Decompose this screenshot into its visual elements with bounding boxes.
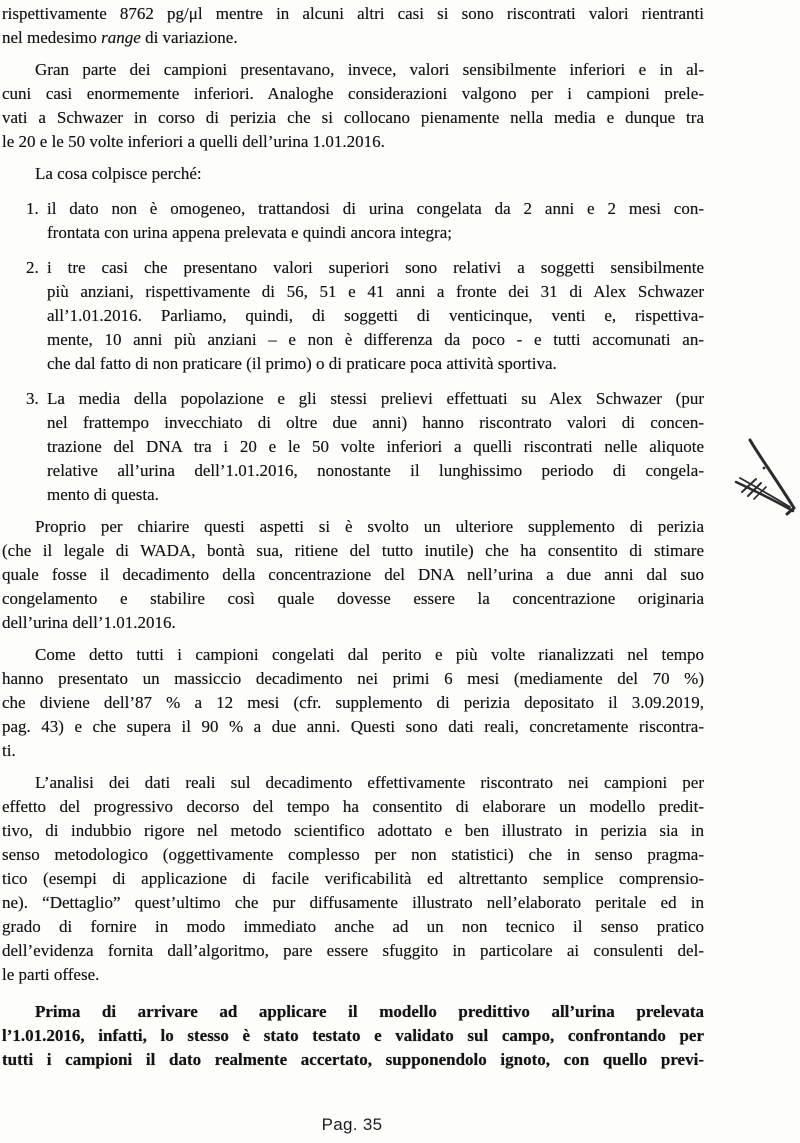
paragraph bbox=[2, 771, 704, 987]
list-item-number: 1. bbox=[26, 199, 39, 218]
text-line: le 20 e le 50 volte inferiori a quelli dell’urina 1.01.2016. bbox=[2, 132, 385, 151]
text-line: Gran parte dei campioni presentavano, invece, valori sensibilmente inferiori e in al- bbox=[35, 60, 704, 79]
text-line: le parti offese. bbox=[2, 965, 100, 984]
text-line: mente, 10 anni più anziani – e non è differenza da poco - e tutti accomunati an- bbox=[47, 330, 704, 349]
text-line: che diviene dell’87 % a 12 mesi (cfr. supplemento di perizia depositato il 3.09.2019, bbox=[2, 693, 704, 712]
text-segment: di variazione. bbox=[140, 28, 238, 47]
text-line: all’1.01.2016. Parliamo, quindi, di soggetti di venticinque, venti e, rispettiva- bbox=[47, 306, 704, 325]
italic-text: range bbox=[101, 28, 141, 47]
paragraph bbox=[2, 58, 704, 154]
text-line: nel frattempo invecchiato di oltre due anni) hanno riscontrato valori di concen- bbox=[47, 413, 704, 432]
text-line: tivo, di indubbio rigore nel metodo scientifico adottato e ben illustrato in perizia sia in bbox=[2, 821, 704, 840]
text-line: vati a Schwazer in corso di perizia che si collocano pienamente nella media e dunque tra bbox=[2, 108, 704, 127]
text-line: Prima di arrivare ad applicare il modello predittivo all’urina prelevata bbox=[35, 1002, 704, 1021]
text-line: frontata con urina appena prelevata e quindi ancora integra; bbox=[47, 223, 452, 242]
text-line: hanno presentato un massiccio decadimento nei primi 6 mesi (mediamente del 70 %) bbox=[2, 669, 704, 688]
list-item-number: 2. bbox=[26, 258, 39, 277]
text-line: dell’urina dell’1.01.2016. bbox=[2, 613, 176, 632]
text-line: il dato non è omogeneo, trattandosi di urina congelata da 2 anni e 2 mesi con- bbox=[47, 199, 704, 218]
paragraph bbox=[2, 643, 704, 763]
text-line: ti. bbox=[2, 741, 16, 760]
text-line: tico (esempi di applicazione di facile verificabilità ed altrettanto semplice comprensio- bbox=[2, 869, 704, 888]
text-line: congelamento e stabilire così quale dovesse essere la concentrazione originaria bbox=[2, 589, 704, 608]
paragraph bbox=[2, 162, 704, 186]
text-line: quale fosse il decadimento della concentrazione del DNA nell’urina a due anni dal suo bbox=[2, 565, 704, 584]
page-number: Pag. 35 bbox=[321, 1115, 383, 1134]
text-line: senso metodologico (oggettivamente complesso per non statistici) che in senso pragma- bbox=[2, 845, 704, 864]
text-line: i tre casi che presentano valori superiori sono relativi a soggetti sensibilmente bbox=[47, 258, 704, 277]
text-line: grado di fornire in modo immediato anche ad un non tecnico il senso pratico bbox=[2, 917, 704, 936]
text-line: Come detto tutti i campioni congelati dal perito e più volte rianalizzati nel tempo bbox=[35, 645, 704, 664]
text-line: (che il legale di WADA, bontà sua, ritiene del tutto inutile) che ha consentito di stimare bbox=[2, 541, 704, 560]
text-line: tutti i campioni il dato realmente accertato, supponendolo ignoto, con quello previ- bbox=[2, 1050, 704, 1069]
text-line: ne). “Dettaglio” quest’ultimo che pur diffusamente illustrato nell’elaborato peritale ed in bbox=[2, 893, 704, 912]
text-line: rispettivamente 8762 pg/μl mentre in alcuni altri casi si sono riscontrati valori rientranti bbox=[2, 4, 704, 23]
paragraph bbox=[2, 515, 704, 635]
text-line: che dal fatto di non praticare (il primo) o di praticare poca attività sportiva. bbox=[47, 354, 557, 373]
list-item bbox=[2, 197, 704, 245]
document-page-body bbox=[2, 2, 704, 1072]
list-item bbox=[2, 256, 704, 376]
list-item bbox=[2, 387, 704, 507]
text-segment: nel medesimo bbox=[2, 28, 102, 47]
list-item-number: 3. bbox=[26, 389, 39, 408]
text-line: relative all’urina dell’1.01.2016, nonostante il lunghissimo periodo di congela- bbox=[47, 461, 704, 480]
paragraph bbox=[2, 2, 704, 50]
text-line: più anziani, rispettivamente di 56, 51 e 41 anni a fronte dei 31 di Alex Schwazer bbox=[47, 282, 704, 301]
pen-scribble-annotation bbox=[698, 432, 798, 527]
text-line: mento di questa. bbox=[47, 485, 159, 504]
text-line: effetto del progressivo decorso del tempo ha consentito di elaborare un modello predit- bbox=[2, 797, 704, 816]
text-line: dell’evidenza fornita dall’algoritmo, pare essere sfuggito in particolare ai consulenti del- bbox=[2, 941, 704, 960]
text-line: Proprio per chiarire questi aspetti si è svolto un ulteriore supplemento di perizia bbox=[35, 517, 704, 536]
text-line: La cosa colpisce perché: bbox=[35, 164, 202, 183]
text-line: trazione del DNA tra i 20 e le 50 volte inferiori a quelli riscontrati nelle aliquote bbox=[47, 437, 704, 456]
paragraph bbox=[2, 1000, 704, 1072]
text-line bbox=[2, 26, 704, 50]
text-line: La media della popolazione e gli stessi prelievi effettuati su Alex Schwazer (pur bbox=[47, 389, 704, 408]
text-line: l’1.01.2016, infatti, lo stesso è stato testato e validato sul campo, confrontando per bbox=[2, 1026, 704, 1045]
text-line: pag. 43) e che supera il 90 % a due anni. Questi sono dati reali, concretamente riscontra- bbox=[2, 717, 704, 736]
text-line: L’analisi dei dati reali sul decadimento effettivamente riscontrato nei campioni per bbox=[35, 773, 704, 792]
text-line: cuni casi enormemente inferiori. Analoghe considerazioni valgono per i campioni prele- bbox=[2, 84, 704, 103]
